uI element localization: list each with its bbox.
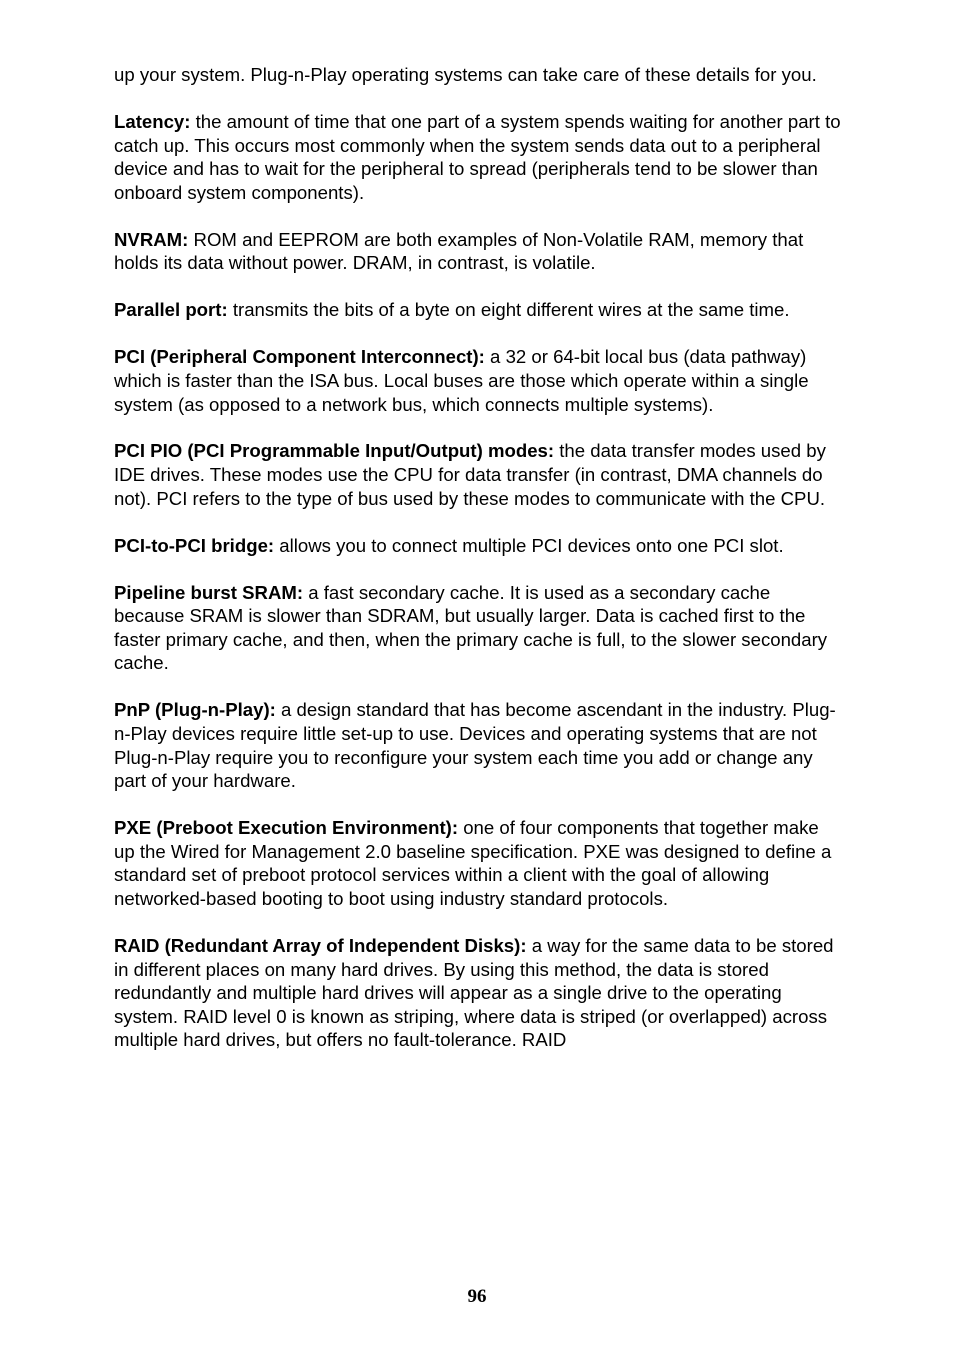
glossary-entry-pnp (114, 698, 842, 792)
entry-definition: allows you to connect multiple PCI devices onto one PCI slot. (274, 534, 784, 556)
entry-definition: a 32 or 64-bit local bus (data pathway) which is faster than the ISA bus. Local buses are those which operate within a single system (as opposed to a network bus, which connects multiple systems). (114, 346, 809, 415)
entry-definition: transmits the bits of a byte on eight different wires at the same time. (227, 299, 790, 321)
entry-term: Latency: (114, 110, 191, 132)
entry-definition: a way for the same data to be stored in different places on many hard drives. By using this method, the data is stored redundantly and multiple hard drives will appear as a single drive to the operating system. RAID level 0 is known as striping, where data is striped (or overlapped) across multiple hard drives, but offers no fault-tolerance. RAID (114, 934, 834, 1051)
entry-definition: the data transfer modes used by IDE drives. These modes use the CPU for data transfer (in contrast, DMA channels do not). PCI refers to the type of bus used by these modes to communicate with the CPU. (114, 440, 826, 509)
entry-term: Pipeline burst SRAM: (114, 581, 304, 603)
entry-definition: the amount of time that one part of a system spends waiting for another part to catch up. This occurs most commonly when the system sends data out to a peripheral device and has to wait for the peripheral to spread (peripherals tend to be slower than onboard system components). (114, 110, 841, 203)
glossary-entry-pci (114, 345, 842, 416)
glossary-entry-raid (114, 934, 842, 1052)
entry-definition: a design standard that has become ascendant in the industry. Plug-n-Play devices require little set-up to use. Devices and operating systems that are not Plug-n-Play require you to reconfigure your system each time you add or change any part of your hardware. (114, 699, 836, 792)
glossary-entry-pipeline-burst-sram (114, 581, 842, 675)
entry-term: PCI-to-PCI bridge: (114, 534, 275, 556)
glossary-entry-pci-to-pci-bridge (114, 534, 842, 558)
glossary-entry-pci-pio (114, 439, 842, 510)
document-body (114, 63, 842, 1075)
entry-term: PCI PIO (PCI Programmable Input/Output) modes: (114, 440, 555, 462)
entry-definition: one of four components that together make up the Wired for Management 2.0 baseline specification. PXE was designed to define a standard set of preboot protocol services within a client with the goal of allowing networked-based booting to boot using industry standard protocols. (114, 817, 832, 909)
entry-term: PnP (Plug-n-Play): (114, 699, 276, 721)
entry-term: PCI (Peripheral Component Interconnect): (114, 346, 485, 368)
entry-definition: a fast secondary cache. It is used as a secondary cache because SRAM is slower than SDRAM, but usually larger. Data is cached first to the faster primary cache, and then, when the primary cache is full, to the slower secondary cache. (114, 581, 828, 674)
entry-term: Parallel port: (114, 299, 228, 321)
entry-term: RAID (Redundant Array of Independent Disks): (114, 934, 527, 956)
intro-text: up your system. Plug-n-Play operating systems can take care of these details for you. (114, 64, 817, 85)
glossary-entry-nvram (114, 228, 842, 275)
glossary-entry-latency (114, 110, 842, 204)
entry-term: NVRAM: (114, 228, 189, 250)
glossary-entry-parallel-port (114, 298, 842, 322)
entry-definition: ROM and EEPROM are both examples of Non-Volatile RAM, memory that holds its data without power. DRAM, in contrast, is volatile. (114, 228, 804, 274)
intro-paragraph (114, 63, 842, 87)
glossary-entry-pxe (114, 816, 842, 910)
page-number: 96 (467, 1286, 487, 1307)
entry-term: PXE (Preboot Execution Environment): (114, 817, 459, 839)
